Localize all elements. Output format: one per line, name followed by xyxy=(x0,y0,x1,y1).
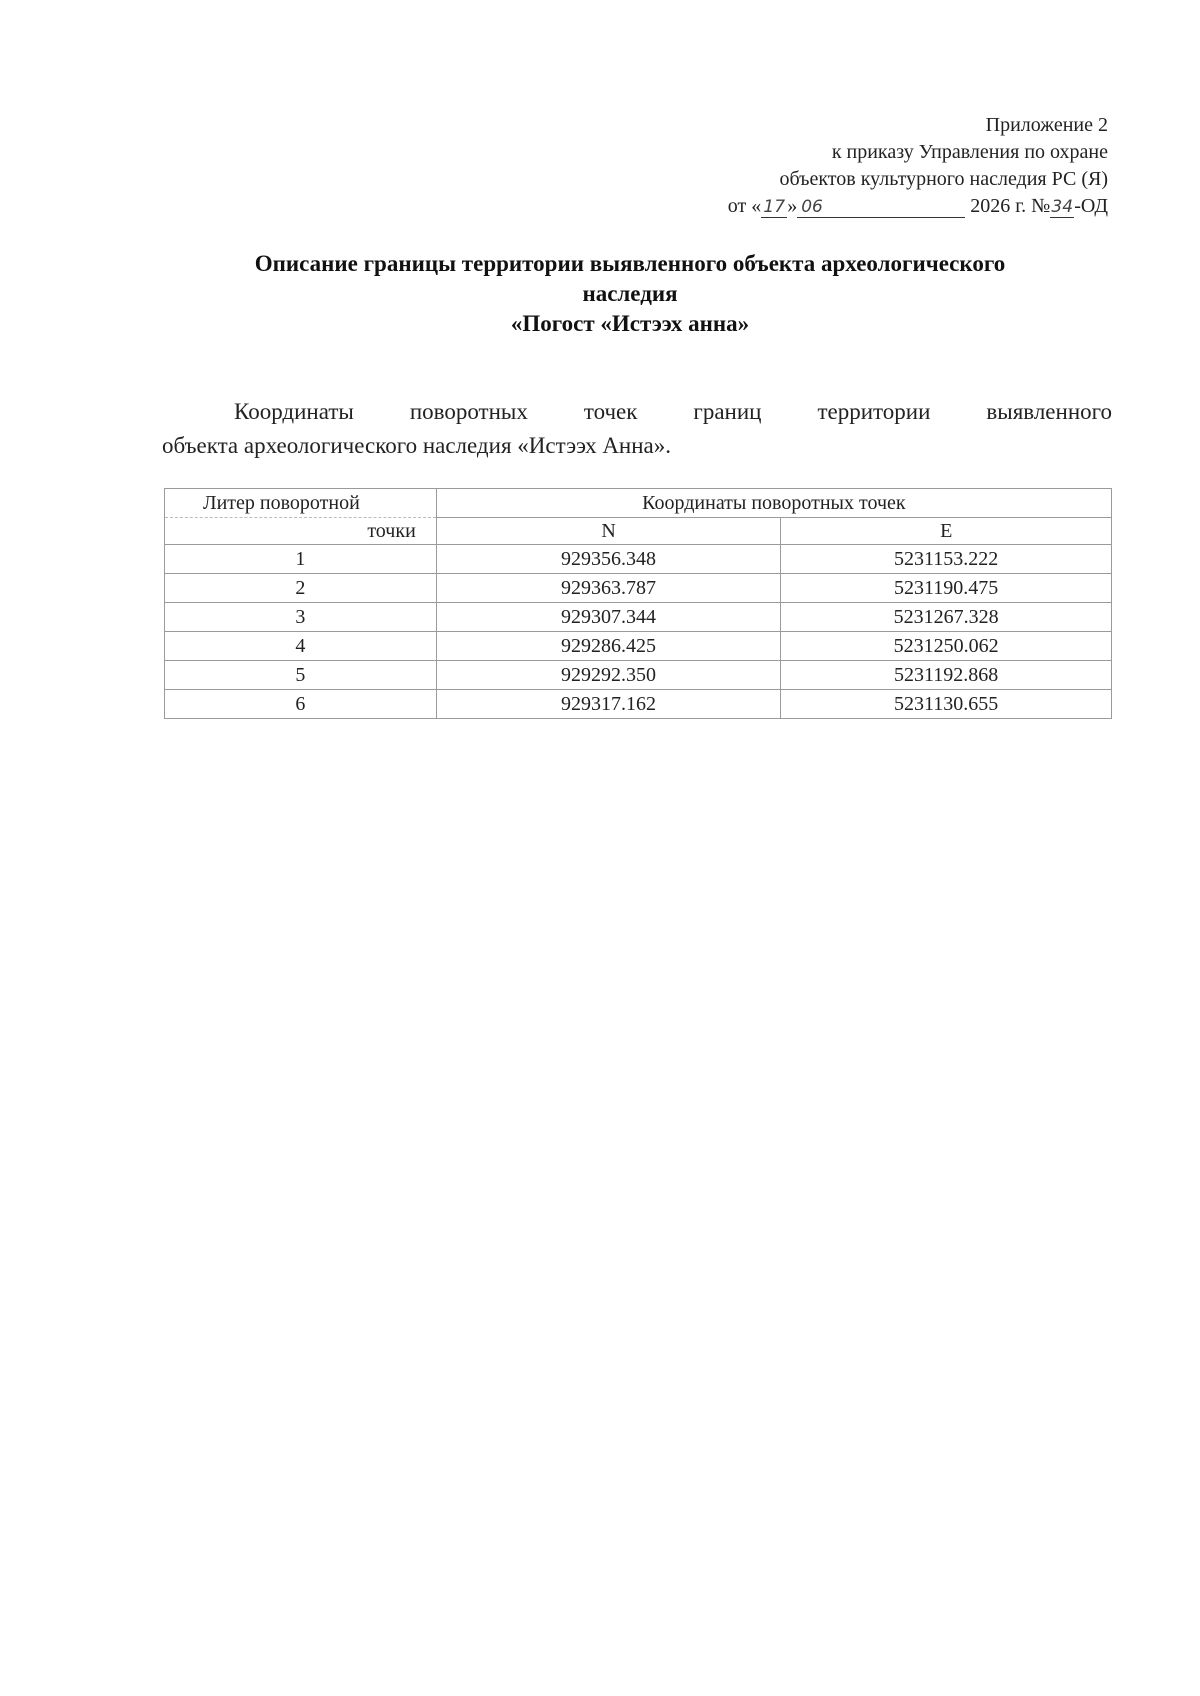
point-cell: 6 xyxy=(165,690,437,719)
handwritten-month: 06 xyxy=(797,197,965,218)
table-header-row xyxy=(165,489,1112,518)
header-n: N xyxy=(436,518,781,545)
e-cell: 5231130.655 xyxy=(781,690,1112,719)
handwritten-day: 17 xyxy=(761,197,787,218)
n-cell: 929317.162 xyxy=(436,690,781,719)
table-subheader-row xyxy=(165,518,1112,545)
appendix-authority: объектов культурного наследия РС (Я) xyxy=(779,168,1108,190)
appendix-order-ref: к приказу Управления по охране xyxy=(831,141,1108,163)
e-cell: 5231250.062 xyxy=(781,632,1112,661)
table-row xyxy=(165,545,1112,574)
n-cell: 929363.787 xyxy=(436,574,781,603)
title-line-2: наследия xyxy=(582,281,678,306)
point-cell: 3 xyxy=(165,603,437,632)
date-prefix: от « xyxy=(727,195,762,217)
appendix-title: Приложение 2 xyxy=(985,114,1108,136)
header-point-label-bottom: точки xyxy=(165,518,437,545)
n-cell: 929307.344 xyxy=(436,603,781,632)
intro-line-2: объекта археологического наследия «Истээх Анна». xyxy=(162,433,671,458)
header-coordinates: Координаты поворотных точек xyxy=(436,489,1111,518)
order-suffix: -ОД xyxy=(1074,195,1108,217)
coordinates-table xyxy=(164,488,1112,719)
point-cell: 5 xyxy=(165,661,437,690)
header-e: E xyxy=(781,518,1112,545)
e-cell: 5231153.222 xyxy=(781,545,1112,574)
e-cell: 5231192.868 xyxy=(781,661,1112,690)
e-cell: 5231267.328 xyxy=(781,603,1112,632)
intro-line-1: Координаты поворотных точек границ территории выявленного xyxy=(234,399,1112,424)
point-cell: 2 xyxy=(165,574,437,603)
n-cell: 929292.350 xyxy=(436,661,781,690)
title-line-3: «Погост «Истээх анна» xyxy=(510,311,750,336)
table-row xyxy=(165,574,1112,603)
document-title xyxy=(150,249,1110,339)
year-text: 2026 г. № xyxy=(970,195,1051,217)
table-row xyxy=(165,632,1112,661)
point-cell: 4 xyxy=(165,632,437,661)
title-line-1: Описание границы территории выявленного объекта археологического xyxy=(254,251,1006,276)
table-row xyxy=(165,690,1112,719)
point-cell: 1 xyxy=(165,545,437,574)
n-cell: 929286.425 xyxy=(436,632,781,661)
date-mid: » xyxy=(787,195,798,217)
handwritten-number: 34 xyxy=(1051,197,1074,217)
intro-paragraph xyxy=(162,395,1112,463)
order-date-line xyxy=(728,193,1108,220)
n-cell: 929356.348 xyxy=(436,545,781,574)
e-cell: 5231190.475 xyxy=(781,574,1112,603)
header-point-label-top: Литер поворотной xyxy=(165,489,437,518)
table-row xyxy=(165,661,1112,690)
table-row xyxy=(165,603,1112,632)
appendix-header xyxy=(728,112,1108,220)
